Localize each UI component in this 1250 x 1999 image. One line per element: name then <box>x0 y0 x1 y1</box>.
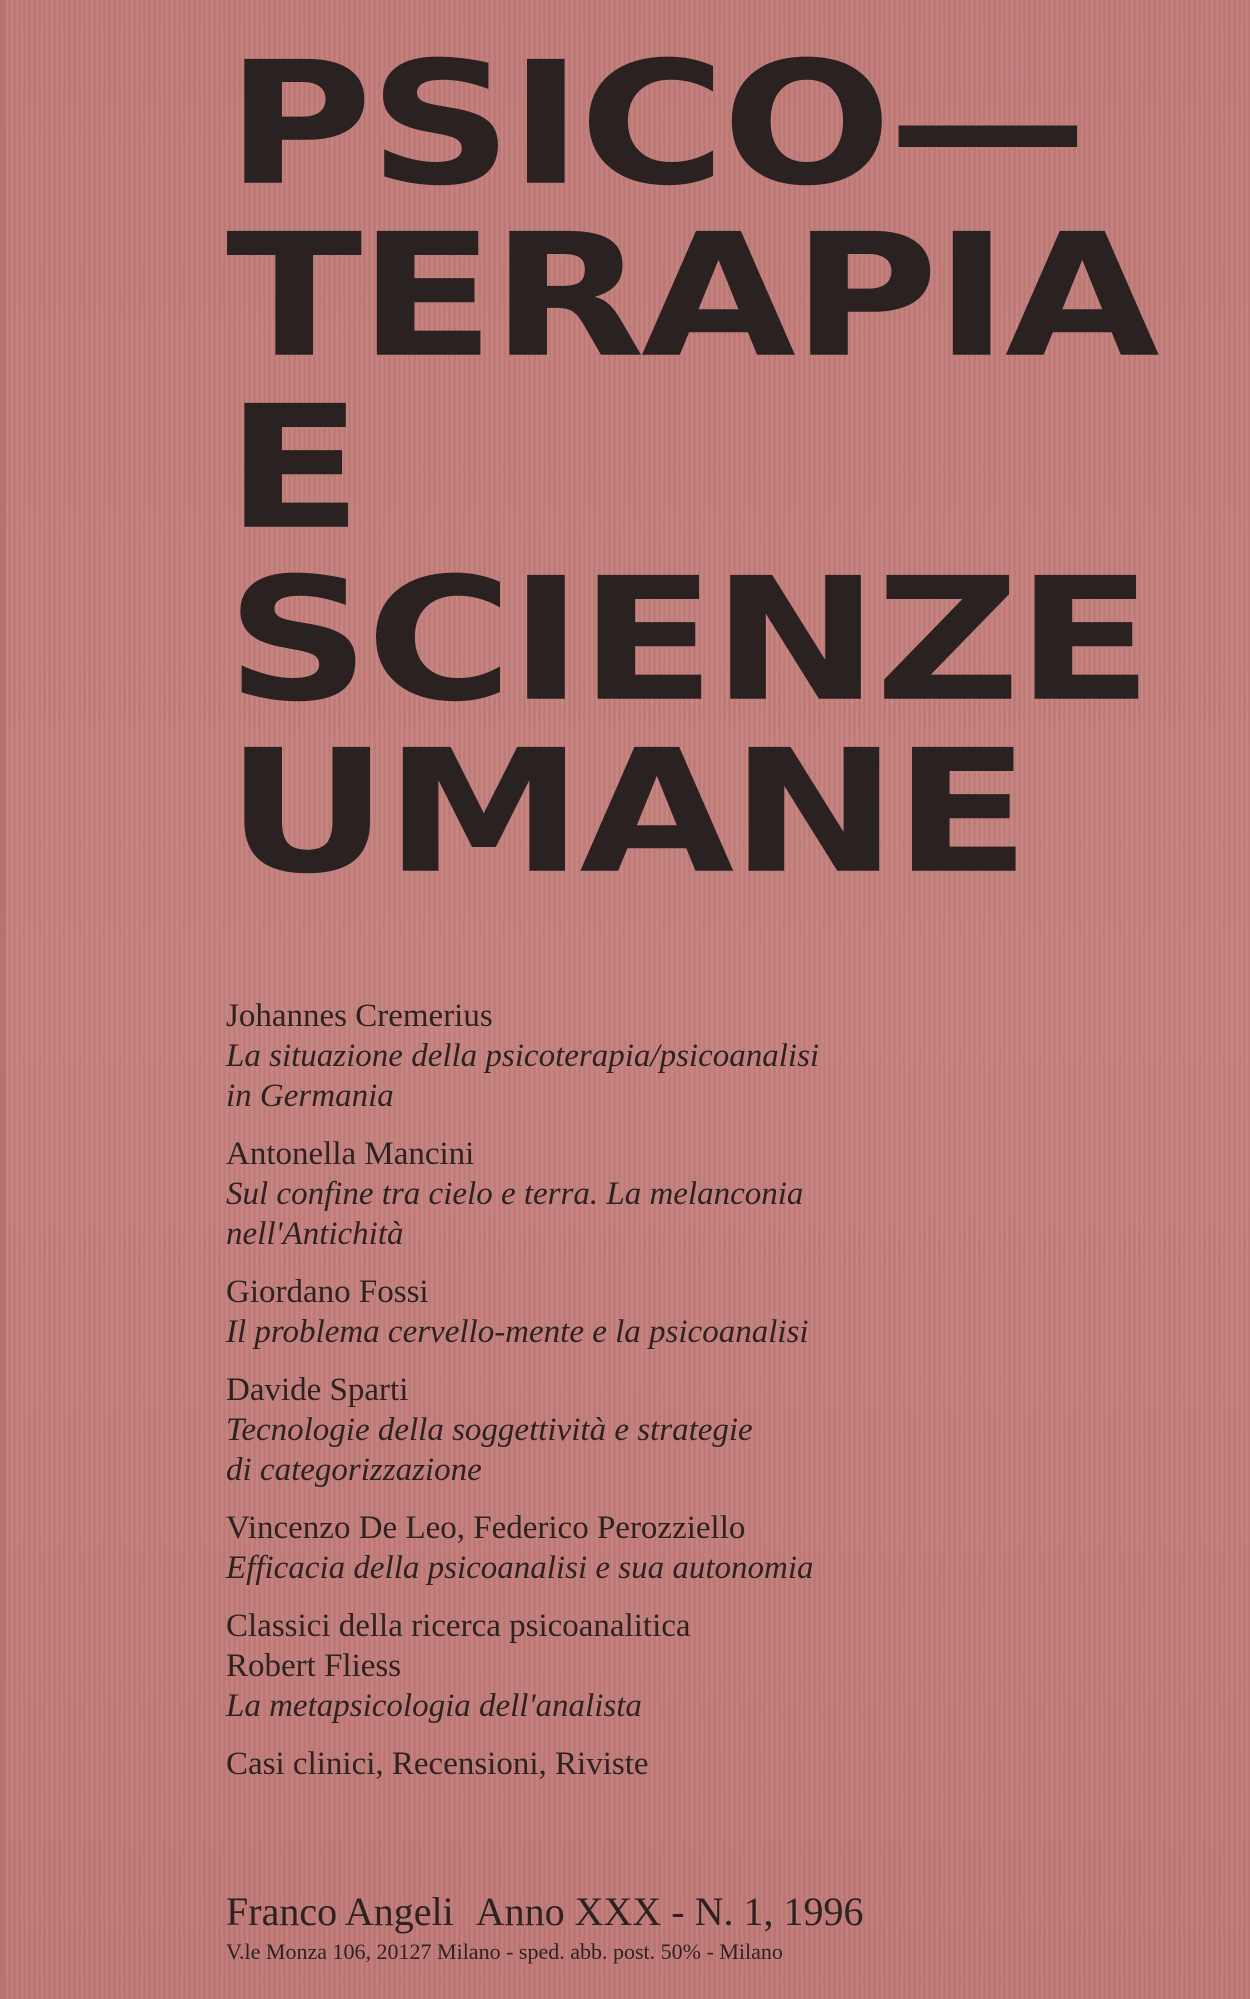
entry-author: Vincenzo De Leo, Federico Perozziello <box>226 1510 746 1546</box>
entry-author: Giordano Fossi <box>226 1274 429 1310</box>
contents-entry <box>226 1606 1046 1726</box>
entry-title: La situazione della psicoterapia/psicoanalisi <box>226 1038 820 1074</box>
entry-section: Classici della ricerca psicoanalitica <box>226 1608 691 1644</box>
contents-entry <box>226 1134 1046 1254</box>
publisher-address: V.le Monza 106, 20127 Milano - sped. abb. post. 50% - Milano <box>226 1939 783 1964</box>
entry-title: nell'Antichità <box>226 1216 404 1252</box>
publisher-line <box>226 1888 1076 1936</box>
title-line: PSICO— <box>226 25 1084 224</box>
entry-author: Johannes Cremerius <box>226 998 493 1034</box>
entry-title: in Germania <box>226 1078 394 1114</box>
issue-number: Anno XXX - N. 1, 1996 <box>475 1889 864 1934</box>
table-of-contents <box>226 996 1046 1802</box>
entry-title: La metapsicologia dell'analista <box>226 1688 642 1724</box>
title-line: E <box>226 369 359 568</box>
title-line: SCIENZE <box>226 541 1149 740</box>
entry-author: Davide Sparti <box>226 1372 409 1408</box>
cover-footer <box>226 1888 1076 1966</box>
contents-entry <box>226 1744 1046 1784</box>
title-line: UMANE <box>226 713 1027 912</box>
entry-section: Casi clinici, Recensioni, Riviste <box>226 1746 649 1782</box>
entry-title: di categorizzazione <box>226 1452 482 1488</box>
contents-entry <box>226 1370 1046 1490</box>
entry-title: Efficacia della psicoanalisi e sua autonomia <box>226 1550 814 1586</box>
title-line: TERAPIA <box>226 197 1156 396</box>
entry-title: Tecnologie della soggettività e strategie <box>226 1412 753 1448</box>
entry-title: Sul confine tra cielo e terra. La melanconia <box>226 1176 804 1212</box>
contents-entry <box>226 1272 1046 1352</box>
journal-title <box>226 25 1156 912</box>
publisher-name: Franco Angeli <box>226 1889 454 1934</box>
entry-author: Antonella Mancini <box>226 1136 475 1172</box>
entry-author: Robert Fliess <box>226 1648 402 1684</box>
contents-entry <box>226 1508 1046 1588</box>
contents-entry <box>226 996 1046 1116</box>
entry-title: Il problema cervello-mente e la psicoanalisi <box>226 1314 809 1350</box>
